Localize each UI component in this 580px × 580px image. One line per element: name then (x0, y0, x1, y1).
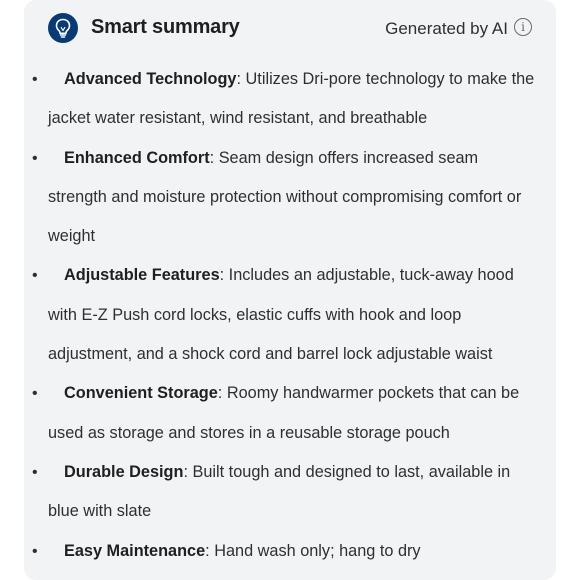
bullet-icon: • (32, 385, 38, 403)
summary-item-title: Convenient Storage (64, 384, 218, 403)
bullet-icon: • (32, 149, 38, 167)
summary-title: Smart summary (91, 16, 240, 38)
summary-item-title: Advanced Technology (64, 70, 237, 88)
generated-by-ai-label: Generated by AI (385, 19, 508, 38)
summary-item-text: : Hand wash only; hang to dry (205, 541, 421, 560)
summary-item-text: : Seam design offers increased seam strength and moisture protection without compromising comfort or weight (48, 148, 522, 246)
summary-item (32, 374, 536, 453)
summary-header (24, 0, 556, 58)
summary-item-title: Adjustable Features (64, 266, 220, 285)
info-circle-icon[interactable]: i (514, 18, 532, 36)
summary-item-text: : Roomy handwarmer pockets that can be used as storage and stores in a reusable storage pouch (48, 384, 520, 442)
bullet-icon: • (32, 542, 38, 560)
summary-item-title: Easy Maintenance (64, 541, 206, 560)
summary-item-title: Enhanced Comfort (64, 148, 210, 167)
bullet-icon: • (32, 267, 38, 285)
summary-item (32, 532, 536, 571)
summary-item (32, 139, 536, 257)
bullet-icon: • (32, 463, 38, 481)
summary-item-text: : Utilizes Dri-pore technology to make the jacket water resistant, wind resistant, and breathable (48, 70, 535, 128)
summary-item (32, 60, 536, 139)
smart-summary-card (24, 0, 556, 580)
summary-item-text: : Includes an adjustable, tuck-away hood with E-Z Push cord locks, elastic cuffs with hook and loop adjustment, and a shock cord and barrel lock adjustable waist (48, 266, 514, 364)
summary-list (32, 60, 536, 571)
summary-item-title: Durable Design (64, 462, 184, 481)
summary-item (32, 453, 536, 532)
bullet-icon: • (32, 71, 38, 88)
summary-item-text: : Built tough and designed to last, available in blue with slate (48, 462, 511, 521)
summary-item (32, 256, 536, 374)
lightbulb-icon (48, 13, 78, 43)
